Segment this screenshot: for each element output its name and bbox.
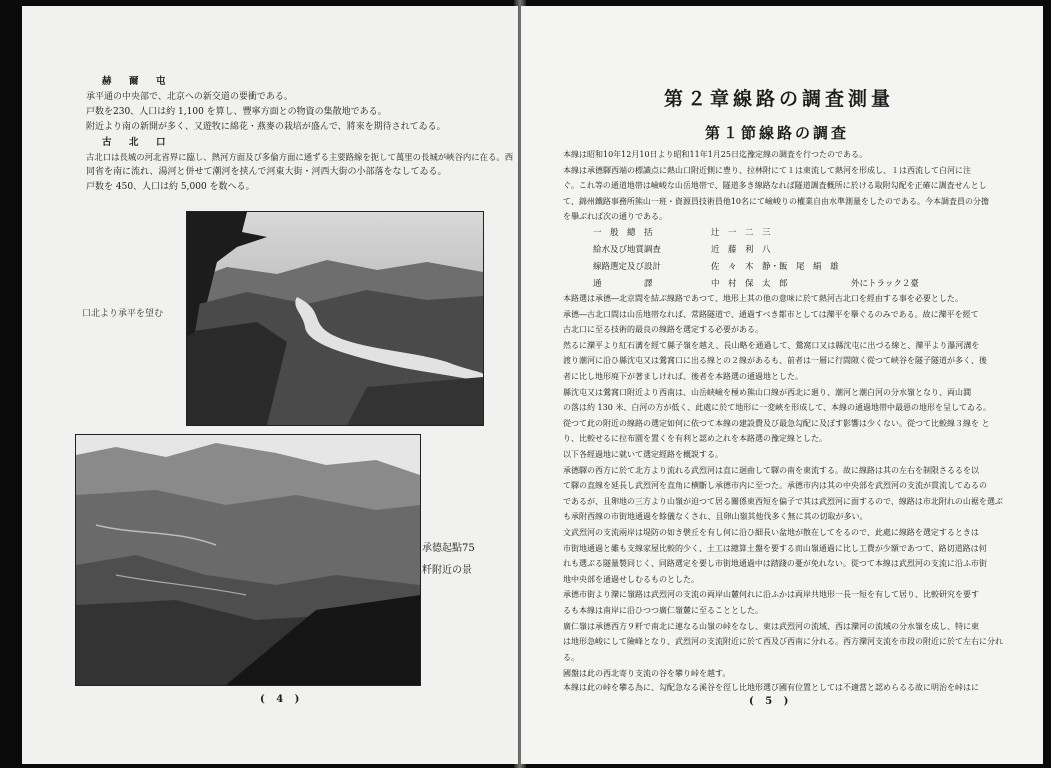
paragraph-line: 古北口は長城の河北省界に臨し、熱河方面及び多倫方面に通ずる主要路線を扼して萬里の長城が峽谷内に在る。西: [86, 152, 514, 162]
staff-role: 給水及び地質調査: [593, 245, 662, 255]
photo2-caption-line1: 承德起點75: [422, 543, 475, 554]
photo2-caption-line2: 粁附近の景: [422, 565, 472, 576]
paragraph-line: れも選ぶる隧量製同じく、同路選定を要し市街地通過中は踏踐の憂が免れない。從つて本線は武烈河の支流に沿ふ市街: [563, 559, 987, 569]
paragraph-line: 承德驛の西方に於て北方より流れる武烈河は直に迴曲して驛の南を東流する。故に線路は其の左右を制限さるるを以: [563, 465, 979, 475]
section-title: 第１節線路の調査: [704, 124, 849, 142]
page-number-right: ( 5 ): [749, 696, 793, 707]
paragraph-line: 戸数を 450、人口は約 5,000 を数へる。: [86, 182, 255, 192]
paragraph-line: 以下各經過地に就いて選定經路を概説する。: [563, 450, 723, 459]
photo1-caption: 口北より承平を望む: [82, 309, 164, 319]
paragraph-line: 本線は此の峠を攀る為に、勾配急なる溪谷を徑し比地形選び國有位置としては不適當と認めらるる故に明治を峠はに: [563, 683, 979, 692]
chapter-title: 第２章線路の調査測量: [663, 88, 894, 110]
staff-role: 通 譯: [593, 279, 653, 289]
paragraph-line: 然るに灤平より紅石溝を經て縣子嶺を越え、長山略を通過して、鶯窩口又は縣沈屯に出づる線と、灤平より瀑河溝を: [563, 340, 980, 350]
paragraph-line: 本路選は承德―北京間を結ぶ線路であつて、地形上其の他の意味に於て熱河古北口を經由する事を必要とした。: [563, 294, 963, 303]
paragraph-line: 戸数を230、人口は約 1,100 を算し、豐寧方面との物資の集散地である。: [86, 107, 387, 117]
paragraph-line: を擧ぶれば次の通りである。: [563, 212, 667, 221]
staff-name: 中 村 保 太 郎: [711, 279, 788, 289]
paragraph-line: は地形急峻にして險峰となり、武烈河の支流附近に於て西及び西南に分れる。西方灤河支流を市段の附近に於て左右に分れ: [563, 637, 1003, 647]
paragraph-line: 廣仁嶺は承德西方９粁で南北に連なる山嶺の峠をなし、東は武烈河の流域、西は灤河の流域の分水嶺を成し、特に東: [563, 621, 979, 631]
paragraph-line: るも本線は南岸に沿ひつつ廣仁嶺麓に至ることとした。: [563, 606, 763, 615]
paragraph-line: 市街地通過と雖も支線家屋比較的少く、土工は總算土盤を要する而山嶺通過に比し工費が少額であつて、路切道路は何: [563, 543, 987, 553]
paragraph-line: であるが、且卵地の三方より山嶺が迫つて居る關係東西短を偏子で其は武烈河に面するので、線路は市北附れの山裾を選ぶ: [563, 496, 1003, 506]
paragraph-line: 本線は承德驛西端の標識点に熱山口附近側に豊り、拉林附にて１は東流して熱河を形成し、１は西流して白河に注: [563, 165, 971, 175]
paragraph-line: る。: [563, 652, 579, 662]
paragraph-line: り、比較せるに拉布園を置くを有利と認め之れを本路選の豫定線とした。: [563, 434, 827, 444]
right-page: [521, 6, 1043, 764]
paragraph-line: も承附西線の市街地通過を餘儀なくされ、且卵山嶺其他伐多く無に其の切取が多い。: [563, 512, 868, 522]
paragraph-line: 古北口に至る技術的最良の線路を選定する必要がある。: [563, 325, 763, 335]
paragraph-line: 承德市街より灤に嶺路は武烈河の支流の両岸山麓何れに沿ふかは両岸共地形一長一短を有して居り、比較研究を要す: [563, 590, 979, 600]
page-number-left: ( 4 ): [260, 694, 304, 705]
staff-name: 佐 々 木 静・飯 尾 絹 雄: [711, 262, 839, 272]
photo-mountain-landscape: [75, 434, 421, 686]
paragraph-line: 本線は昭和10年12月10日より昭和11年1月25日迄豫定線の調査を行つたのである。: [563, 150, 867, 159]
paragraph-line: 從つて此の附近の線路の選定如何に依つて本線の建設費及び最急勾配に及ぼす影響は少くない。從つて比較線３線を と: [563, 418, 990, 428]
staff-role: 一 般 總 括: [593, 228, 653, 238]
photo-river-valley: [186, 211, 484, 426]
heading-gubeikou: 古 北 口: [102, 137, 170, 148]
paragraph-line: 文武烈河の支流兩岸は堤防の如き襞丘を有し何に沿ひ細長い盆地が散在してをるので、此處に線路を選定するときは: [563, 528, 979, 537]
paragraph-line: ぐ。これ等の通道地帯は嶮峻な山岳地帯で、隧道多き線路なれば隧道調査概所に於ける取附勾配を正確に調査せんとし: [563, 181, 987, 190]
heading-helton: 赫 爾 屯: [102, 76, 170, 87]
paragraph-line: 國盤は此の西北寄り支流の谷を攀り峠を越す。: [563, 669, 731, 678]
staff-name: 辻 一 二 三: [711, 228, 771, 238]
paragraph-line: 渡り潮河に沿ひ縣沈屯又は鶯窩口に出る線との２線があるも、前者は一層に行間隙く從つて峽谷を隧子隧道が多く、後: [563, 356, 987, 366]
paragraph-line: て、錦州鐵路事務所熊山一班・資源員技術員他10名にて嶮峻りの權業自由水準測量をしたのである。今本調査員の分擔: [563, 196, 990, 206]
paragraph-line: て驛の直線を延長し武烈河を直角に横斷し承德市内に至つた。承德市内は其の中央部を武烈河の支流が貫流してゐるの: [563, 481, 987, 491]
paragraph-line: 縣沈屯又は鶯窩口附近より西南は、山岳峡嶮を極め熊山口線が西北に廻り、潮河と潮白河の分水嶺となり、両山澗: [563, 387, 971, 397]
paragraph-line: の落は約 130 米、白河の方が低く、此處に於て地形に一変峽を形成して、本線の通過地帯中最惡の地形を呈してゐる。: [563, 403, 992, 413]
paragraph-line: 附近より南の新開が多く、又遊牧に綿花・燕麥の栽培が盛んで、將來を期待されてゐる。: [86, 122, 446, 132]
paragraph-line: 者に比し地形廃下が著ましければ、後者を本路選の通過地とした。: [563, 372, 803, 381]
staff-role: 線路選定及び設計: [593, 262, 662, 272]
left-page: [22, 6, 518, 764]
paragraph-line: 地中央部を通過せしむるものとした。: [563, 574, 699, 584]
staff-name: 近 藤 利 八: [711, 245, 771, 255]
paragraph-line: 承德―古北口間は山岳地帯なれば、常路隧道で、通過すべき都市としては灤平を擧ぐるのみである。故に灤平を經て: [563, 309, 979, 319]
paragraph-line: 同省を南に流れ、湯河と併せて潮河を挟んで河東大街・河西大街の小部落をなしてゐる。: [86, 167, 447, 177]
paragraph-line: 承平通の中央部で、北京への新交道の要衝である。: [86, 92, 293, 102]
staff-note: 外にトラック２臺: [851, 279, 919, 289]
